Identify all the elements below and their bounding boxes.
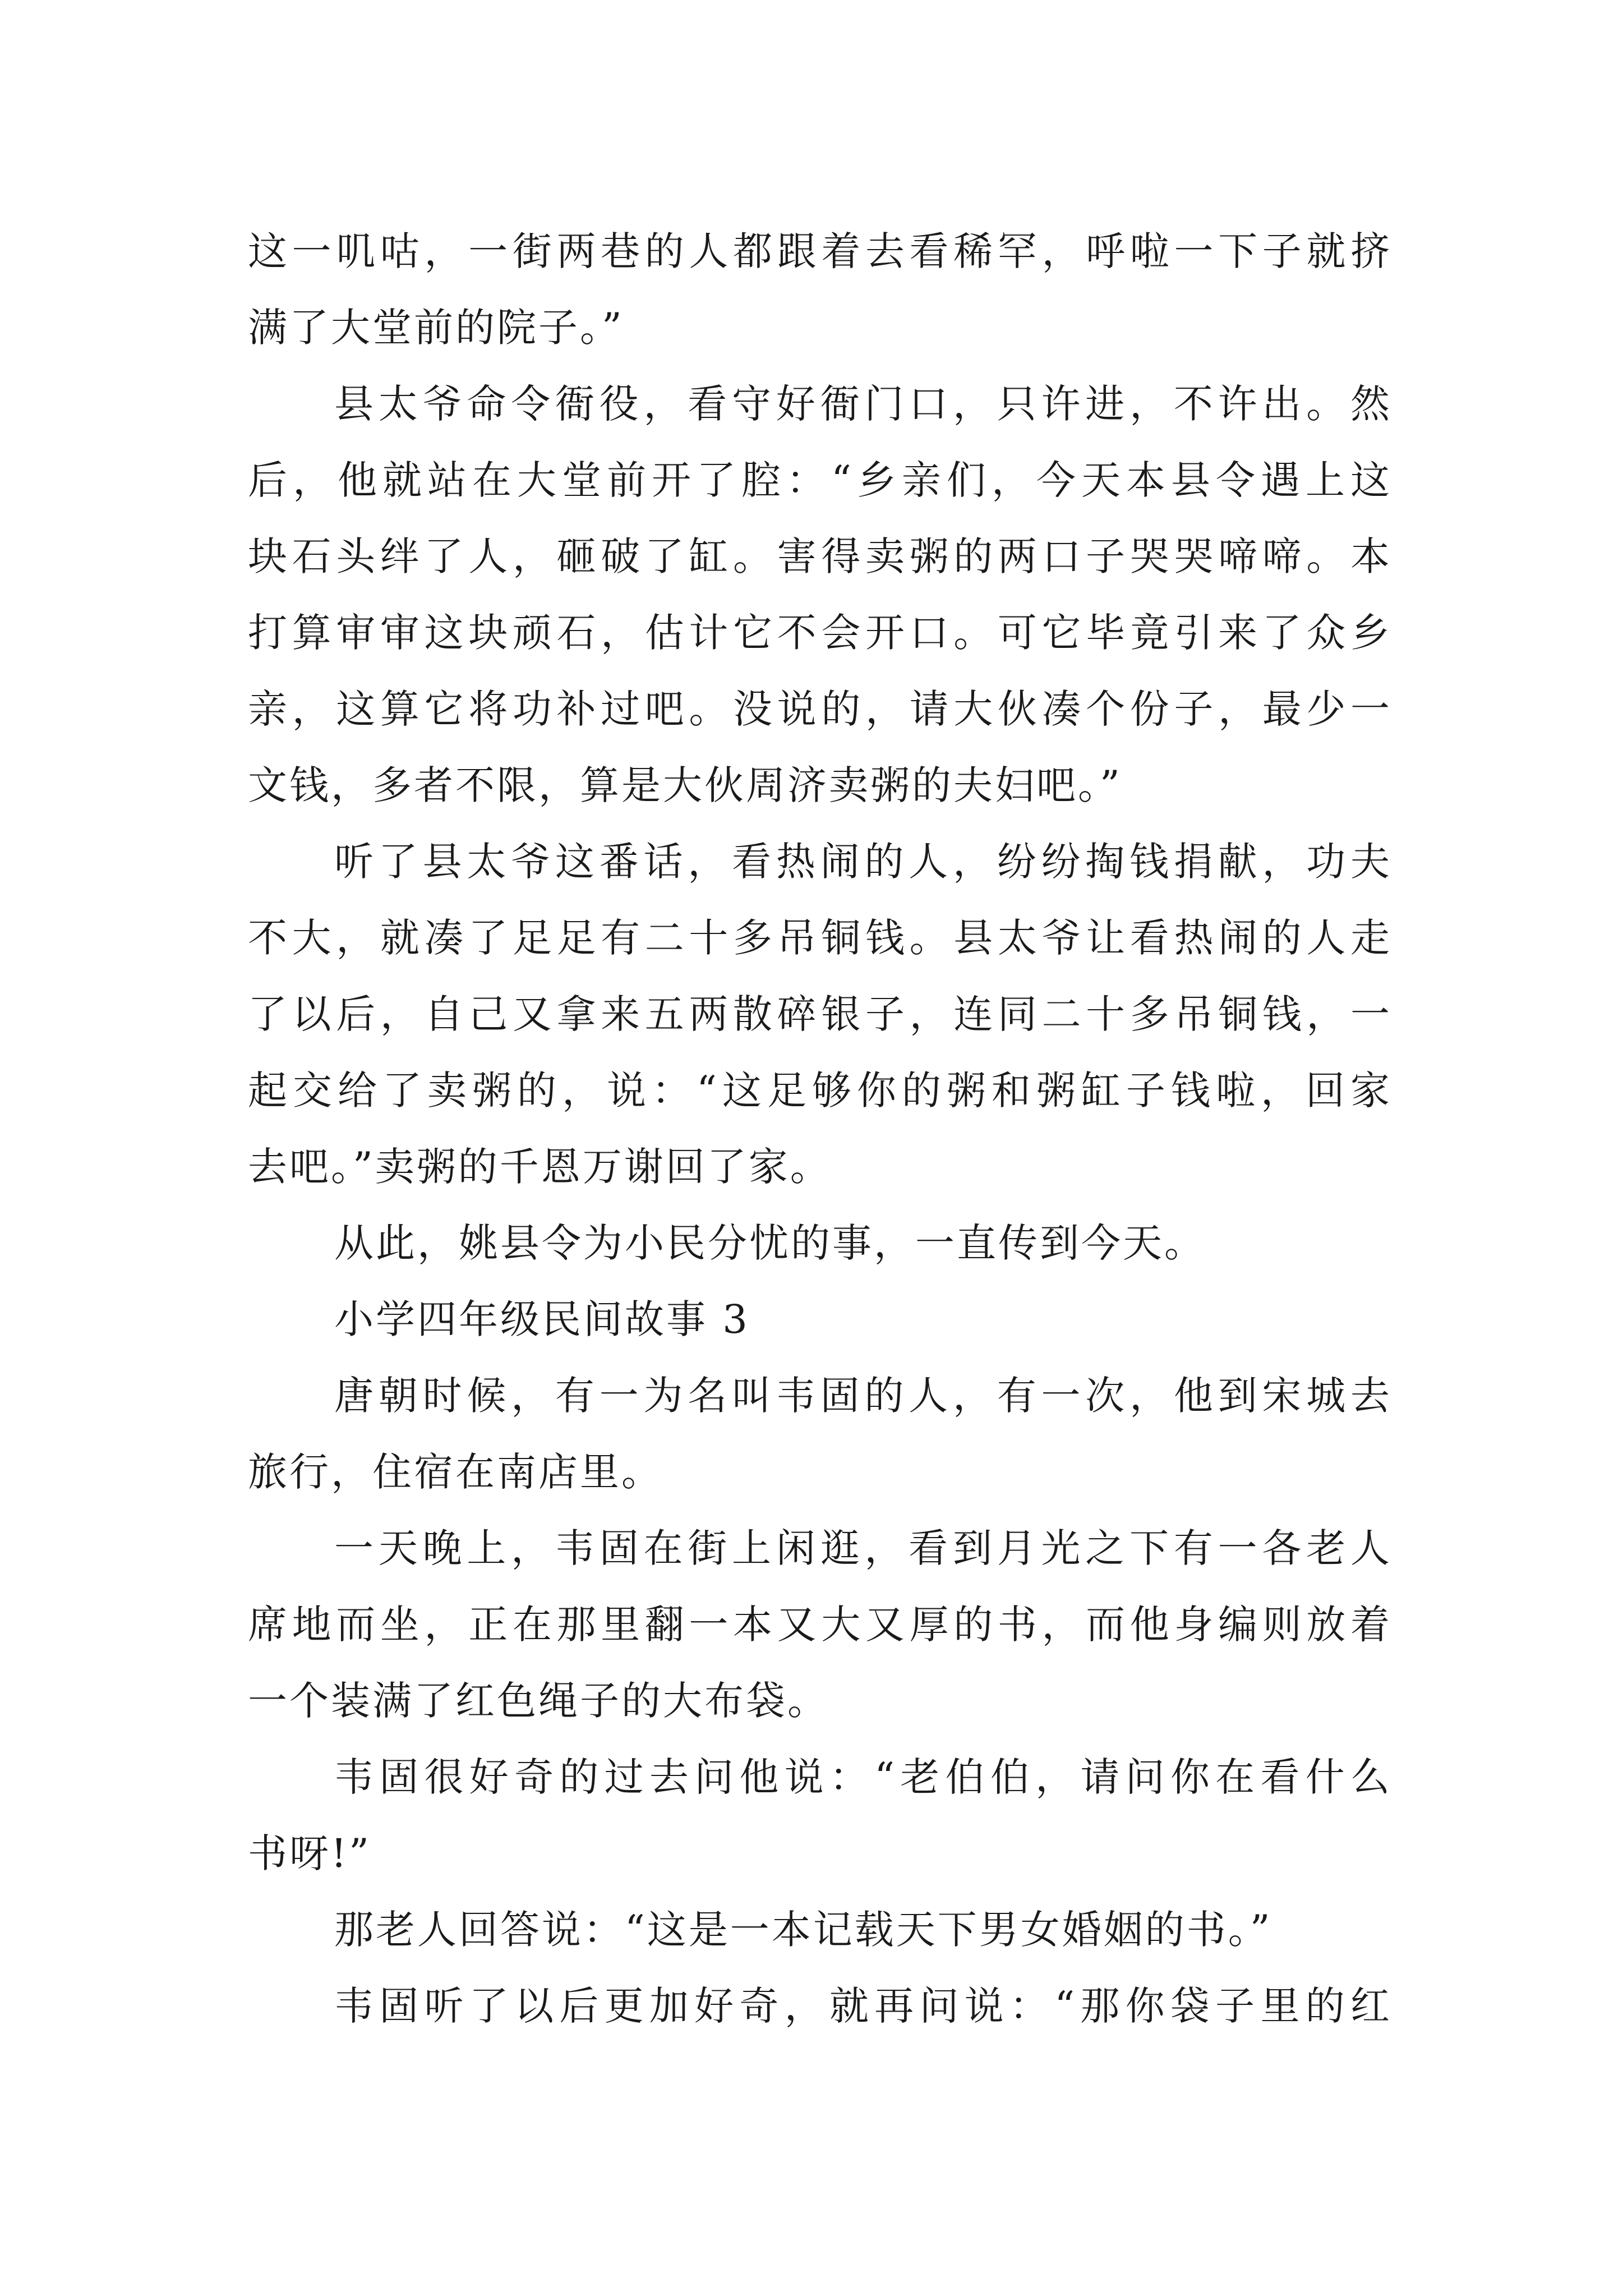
text-line: 这一叽咕，一街两巷的人都跟着去看稀罕，呼啦一下子就挤	[248, 228, 1392, 274]
text-line: 席地而坐，正在那里翻一本又大又厚的书，而他身编则放着	[248, 1602, 1392, 1648]
text-line: 旅行，住宿在南店里。	[248, 1449, 663, 1495]
text-line: 一天晚上，韦固在街上闲逛，看到月光之下有一各老人	[334, 1525, 1392, 1571]
text-line: 听了县太爷这番话，看热闹的人，纷纷掏钱捐献，功夫	[334, 839, 1392, 885]
text-line: 块石头绊了人，砸破了缸。害得卖粥的两口子哭哭啼啼。本	[248, 533, 1392, 579]
text-line: 县太爷命令衙役，看守好衙门口，只许进，不许出。然	[334, 381, 1392, 427]
text-line: 满了大堂前的院子。”	[248, 305, 624, 351]
text-line: 文钱，多者不限，算是大伙周济卖粥的夫妇吧。”	[248, 762, 1122, 808]
text-line: 一个装满了红色绳子的大布袋。	[248, 1678, 829, 1724]
text-line: 那老人回答说：“这是一本记载天下男女婚姻的书。”	[334, 1907, 1272, 1953]
text-line: 亲，这算它将功补过吧。没说的，请大伙凑个份子，最少一	[248, 686, 1392, 732]
section-heading: 小学四年级民间故事 3	[334, 1296, 750, 1342]
text-line: 从此，姚县令为小民分忧的事，一直传到今天。	[334, 1220, 1206, 1266]
document-page	[248, 213, 1392, 2044]
text-line: 后，他就站在大堂前开了腔：“乡亲们，今天本县令遇上这	[248, 457, 1392, 503]
text-line: 打算审审这块顽石，估计它不会开口。可它毕竟引来了众乡	[248, 610, 1392, 656]
text-line: 了以后，自己又拿来五两散碎银子，连同二十多吊铜钱，一	[248, 991, 1392, 1037]
text-line: 韦固很好奇的过去问他说：“老伯伯，请问你在看什么	[334, 1754, 1392, 1800]
text-line: 不大，就凑了足足有二十多吊铜钱。县太爷让看热闹的人走	[248, 915, 1392, 961]
text-line: 去吧。”卖粥的千恩万谢回了家。	[248, 1144, 832, 1190]
text-line: 书呀!”	[248, 1830, 371, 1876]
text-line: 唐朝时候，有一为名叫韦固的人，有一次，他到宋城去	[334, 1373, 1392, 1419]
text-line: 起交给了卖粥的，说：“这足够你的粥和粥缸子钱啦，回家	[248, 1068, 1392, 1114]
text-line: 韦固听了以后更加好奇，就再问说：“那你袋子里的红	[334, 1983, 1392, 2029]
